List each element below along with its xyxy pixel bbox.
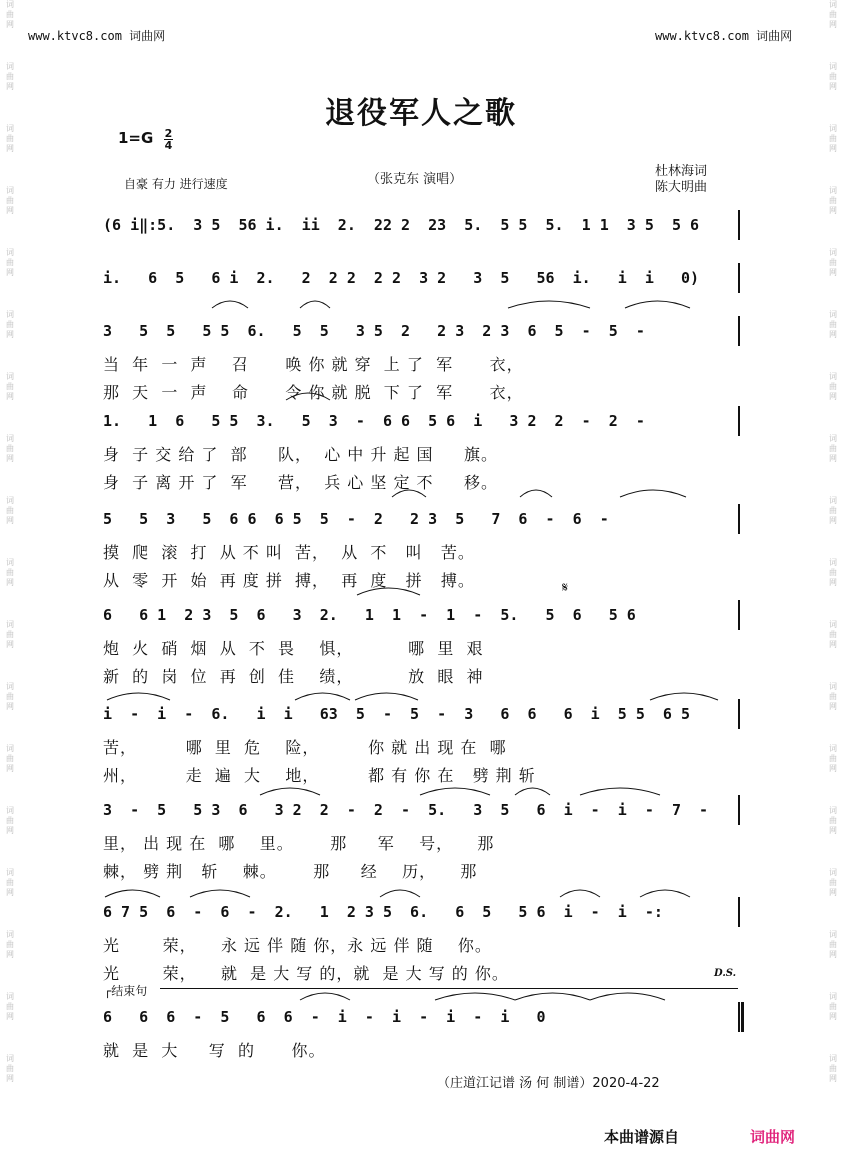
- side-watermark-label: 词 曲 网: [829, 248, 837, 277]
- side-watermark-label: 词 曲 网: [6, 124, 14, 153]
- source-label: 本曲谱源自: [604, 1128, 680, 1146]
- end-barline: [738, 210, 740, 240]
- slur-arc: [508, 301, 590, 308]
- right-watermark-strip: [826, 0, 840, 1171]
- lyric-line: 身 子 交 给 了 部 队， 心 中 升 起 国 旗。: [103, 445, 498, 464]
- slur-arc: [295, 693, 350, 700]
- ds-mark: D.S.: [714, 968, 737, 979]
- tempo-marking: 自豪 有力 进行速度: [124, 177, 228, 191]
- notation-row: 6 6 1 2 3 5 6 3 2. 1 1 - 1 - 5. 5 6 5 6: [103, 606, 636, 624]
- side-watermark-label: 词 曲 网: [829, 558, 837, 587]
- source-site-link[interactable]: 词曲网: [750, 1128, 796, 1146]
- slur-arc: [580, 788, 660, 795]
- side-watermark-label: 词 曲 网: [829, 0, 837, 29]
- end-barline: [738, 1002, 740, 1032]
- top-left-url[interactable]: www.ktvc8.com 词曲网: [28, 29, 166, 43]
- lyric-line: 从 零 开 始 再 度 拼 搏， 再 度 拼 搏。: [103, 571, 475, 590]
- side-watermark-label: 词 曲 网: [829, 124, 837, 153]
- side-watermark-label: 词 曲 网: [6, 372, 14, 401]
- slur-arc: [620, 490, 686, 497]
- side-watermark-label: 词 曲 网: [829, 992, 837, 1021]
- time-signature: [164, 128, 173, 151]
- slur-arc: [105, 890, 160, 897]
- song-title: 退役军人之歌: [325, 96, 517, 131]
- notation-row: 3 5 5 5 5 6. 5 5 3 5 2 2 3 2 3 6 5 - 5 -: [103, 322, 645, 340]
- notation-row: 6 6 6 - 5 6 6 - i - i - i - i 0: [103, 1008, 546, 1026]
- notation-row: i - i - 6. i i 63 5 - 5 - 3 6 6 6 i 5 5 6 5: [103, 705, 690, 723]
- slur-arc: [300, 993, 350, 1000]
- ending-bracket-line: [160, 988, 738, 989]
- slur-arc: [640, 890, 690, 897]
- left-watermark-strip: [3, 0, 17, 1171]
- ending-label-text: 结束句: [111, 984, 148, 998]
- composer: 陈大明曲: [655, 180, 708, 195]
- lyric-line: 苦， 哪 里 危 险， 你 就 出 现 在 哪: [103, 738, 507, 757]
- side-watermark-label: 词 曲 网: [6, 248, 14, 277]
- side-watermark-label: 词 曲 网: [829, 186, 837, 215]
- side-watermark-label: 词 曲 网: [829, 806, 837, 835]
- side-watermark-label: 词 曲 网: [829, 930, 837, 959]
- slur-arc: [560, 890, 600, 897]
- side-watermark-label: 词 曲 网: [6, 682, 14, 711]
- lyric-line: 棘， 劈 荆 斩 棘。 那 经 历， 那: [103, 862, 478, 881]
- segno-mark: 𝄋: [562, 580, 569, 596]
- side-watermark-label: 词 曲 网: [829, 496, 837, 525]
- side-watermark-label: 词 曲 网: [829, 62, 837, 91]
- slur-arc: [212, 301, 248, 308]
- side-watermark-label: 词 曲 网: [6, 186, 14, 215]
- notation-row: 6 7 5 6 - 6 - 2. 1 2 3 5 6. 6 5 5 6 i - i -:: [103, 903, 663, 921]
- meter-bottom: 4: [164, 139, 173, 152]
- lyric-line: 当 年 一 声 召 唤 你 就 穿 上 了 军 衣，: [103, 355, 524, 374]
- side-watermark-label: 词 曲 网: [6, 806, 14, 835]
- slur-arc: [625, 301, 690, 308]
- ending-label: ┌结束句: [104, 984, 148, 998]
- slur-arc: [300, 301, 330, 308]
- side-watermark-label: 词 曲 网: [6, 496, 14, 525]
- side-watermark-label: 词 曲 网: [6, 620, 14, 649]
- lyric-line: 光 荣， 就 是 大 写 的，就 是 大 写 的 你。: [103, 964, 509, 983]
- end-barline: [738, 263, 740, 293]
- side-watermark-label: 词 曲 网: [829, 372, 837, 401]
- side-watermark-label: 词 曲 网: [829, 434, 837, 463]
- slur-arc: [420, 788, 490, 795]
- slur-arc: [515, 993, 590, 1000]
- side-watermark-label: 词 曲 网: [6, 558, 14, 587]
- meter-top: 2: [164, 127, 173, 140]
- side-watermark-label: 词 曲 网: [6, 310, 14, 339]
- lyric-line: 新 的 岗 位 再 创 佳 绩， 放 眼 神: [103, 667, 484, 686]
- side-watermark-label: 词 曲 网: [6, 62, 14, 91]
- side-watermark-label: 词 曲 网: [829, 868, 837, 897]
- singer-credit: （张克东 演唱）: [367, 172, 463, 187]
- slur-arc: [435, 993, 515, 1000]
- lyric-line: 身 子 离 开 了 军 营， 兵 心 坚 定 不 移。: [103, 473, 498, 492]
- side-watermark-label: 词 曲 网: [829, 310, 837, 339]
- lyric-line: 里， 出 现 在 哪 里。 那 军 号， 那: [103, 834, 495, 853]
- slur-arc: [107, 693, 170, 700]
- end-barline: [738, 699, 740, 729]
- lyric-line: 光 荣， 永 远 伴 随 你，永 远 伴 随 你。: [103, 936, 492, 955]
- side-watermark-label: 词 曲 网: [6, 992, 14, 1021]
- slur-arc: [515, 788, 550, 795]
- lyric-line: 那 天 一 声 命 令 你 就 脱 下 了 军 衣，: [103, 383, 524, 402]
- final-barline: [741, 1002, 744, 1032]
- end-barline: [738, 504, 740, 534]
- top-right-url[interactable]: www.ktvc8.com 词曲网: [655, 29, 793, 43]
- side-watermark-label: 词 曲 网: [6, 930, 14, 959]
- side-watermark-label: 词 曲 网: [6, 868, 14, 897]
- notation-row: (6 i‖:5. 3 5 56 i. ii 2. 22 2 23 5. 5 5 5. 1 1 3 5 5 6: [103, 216, 700, 234]
- slur-arc: [190, 890, 250, 897]
- side-watermark-label: 词 曲 网: [6, 0, 14, 29]
- end-barline: [738, 316, 740, 346]
- slur-arc: [380, 890, 420, 897]
- slur-arc: [520, 490, 552, 497]
- side-watermark-label: 词 曲 网: [829, 744, 837, 773]
- key-signature: 1=G: [118, 129, 154, 147]
- lyric-line: 州， 走 遍 大 地， 都 有 你 在 劈 荆 斩: [103, 766, 536, 785]
- side-watermark-label: 词 曲 网: [829, 620, 837, 649]
- slur-arc: [355, 693, 418, 700]
- slur-arc: [590, 993, 665, 1000]
- transcriber-note: （庄道江记谱 汤 何 制谱）2020-4-22: [437, 1076, 660, 1091]
- lyric-line: 就 是 大 写 的 你。: [103, 1041, 326, 1060]
- side-watermark-label: 词 曲 网: [6, 744, 14, 773]
- lyric-line: 炮 火 硝 烟 从 不 畏 惧， 哪 里 艰: [103, 639, 484, 658]
- notation-row: 1. 1 6 5 5 3. 5 3 - 6 6 5 6 i 3 2 2 - 2 -: [103, 412, 645, 430]
- side-watermark-label: 词 曲 网: [829, 1054, 837, 1083]
- lyricist: 杜林海词: [655, 164, 708, 179]
- side-watermark-label: 词 曲 网: [829, 682, 837, 711]
- side-watermark-label: 词 曲 网: [6, 1054, 14, 1083]
- end-barline: [738, 897, 740, 927]
- side-watermark-label: 词 曲 网: [6, 434, 14, 463]
- end-barline: [738, 406, 740, 436]
- notation-row: 5 5 3 5 6 6 6 5 5 - 2 2 3 5 7 6 - 6 -: [103, 510, 609, 528]
- slur-arc: [260, 788, 320, 795]
- notation-row: 3 - 5 5 3 6 3 2 2 - 2 - 5. 3 5 6 i - i - 7 -: [103, 801, 709, 819]
- end-barline: [738, 795, 740, 825]
- end-barline: [738, 600, 740, 630]
- notation-row: i. 6 5 6 i 2. 2 2 2 2 2 3 2 3 5 56 i. i i 0): [103, 269, 700, 287]
- lyric-line: 摸 爬 滚 打 从 不 叫 苦， 从 不 叫 苦。: [103, 543, 475, 562]
- author-credits: [655, 164, 707, 196]
- slur-arc: [650, 693, 718, 700]
